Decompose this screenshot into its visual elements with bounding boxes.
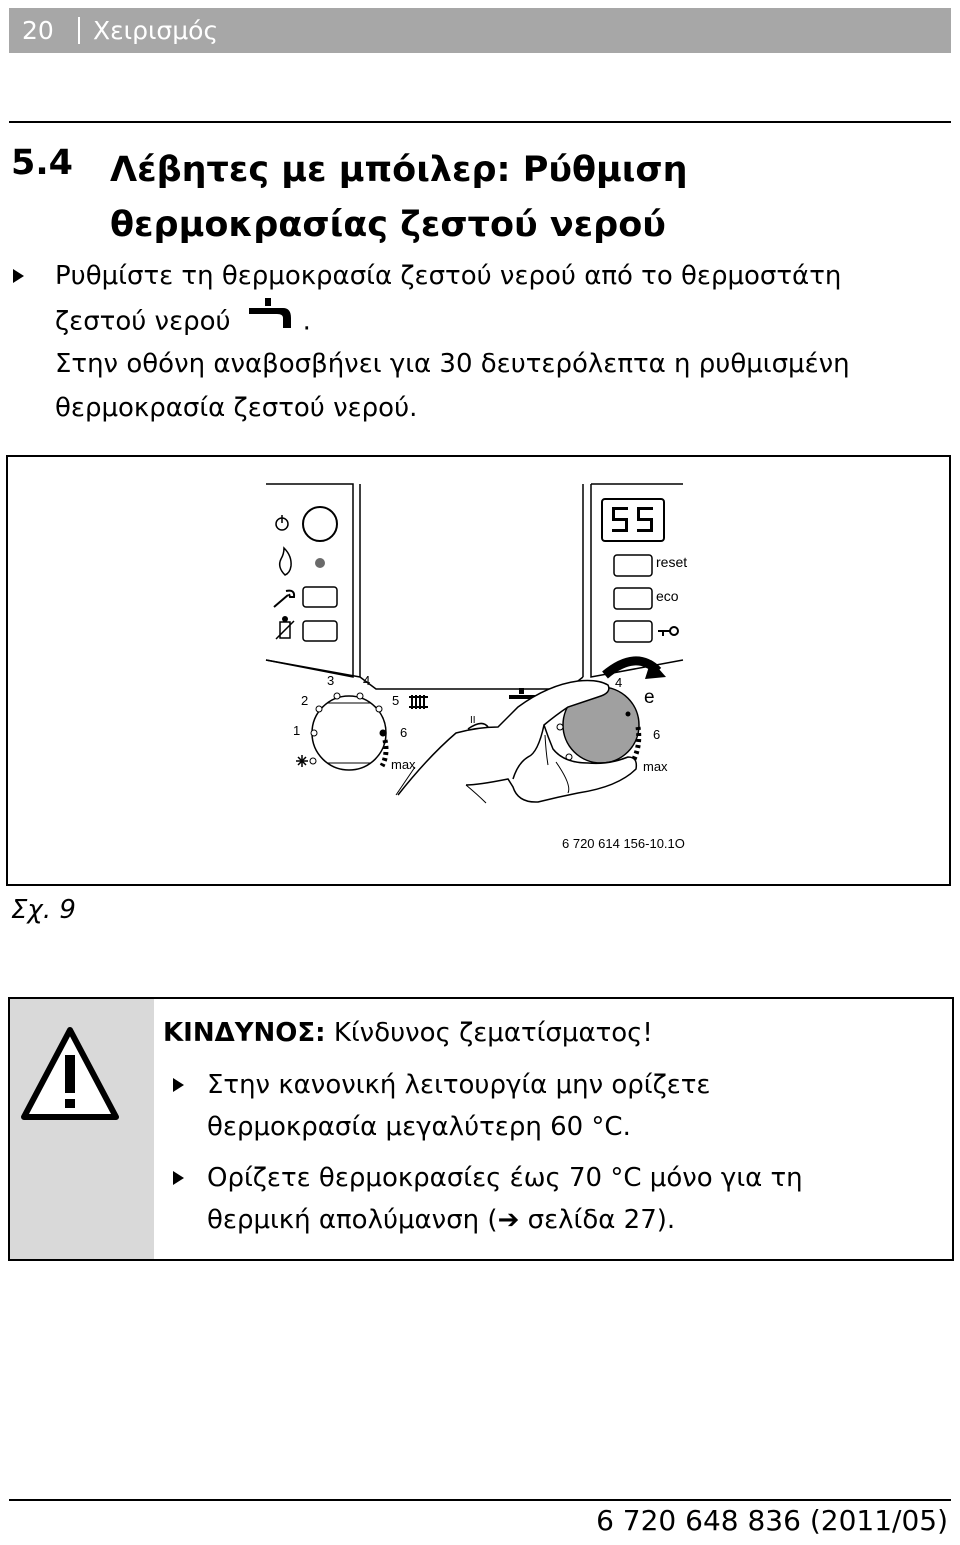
instruction-line-2-prefix: ζεστού νερού xyxy=(55,306,231,337)
warning-item-2-line-2: θερμική απολύμανση (➔ σελίδα 27). xyxy=(207,1205,676,1235)
hotwater-tick-e: e xyxy=(644,687,655,708)
warning-item-1-line-1: Στην κανονική λειτουργία μην ορίζετε xyxy=(207,1070,711,1100)
service-button xyxy=(303,587,337,607)
page-header xyxy=(9,8,951,53)
burner-indicator-led xyxy=(315,558,325,568)
warning-text: Κίνδυνος ζεματίσματος! xyxy=(333,1018,653,1048)
heating-knob xyxy=(312,696,386,770)
symbol-ii: II xyxy=(470,715,476,726)
warning-heading xyxy=(163,1013,653,1053)
footer-rule xyxy=(9,1499,951,1501)
heading-title: Λέβητες με μπόιλερ: Ρύθμιση θερμοκρασίας ζεστού νερού xyxy=(110,150,688,245)
figure-code: 6 720 614 156-10.1O xyxy=(562,836,685,851)
frost-icon xyxy=(296,755,308,767)
header-separator xyxy=(78,17,80,44)
section-title: Χειρισμός xyxy=(93,16,219,45)
bullet-triangle-icon xyxy=(173,1171,184,1185)
warning-item-1-line-2: θερμοκρασία μεγαλύτερη 60 °C. xyxy=(207,1112,631,1142)
warning-triangle-icon xyxy=(20,1025,120,1129)
instruction-line-3: Στην οθόνη αναβοσβήνει για 30 δευτερόλεπτα η ρυθμισμένη xyxy=(55,349,850,379)
instruction-line-2 xyxy=(55,298,311,346)
wrench-icon xyxy=(274,591,294,607)
power-button xyxy=(303,507,337,541)
radiator-icon xyxy=(409,695,428,709)
hotwater-tick-6: 6 xyxy=(653,727,661,742)
key-lock-button xyxy=(614,621,652,642)
warning-sidebar xyxy=(10,999,154,1259)
heating-tick-max: max xyxy=(391,757,416,772)
heating-tick-3: 3 xyxy=(327,673,335,688)
panel-left-frame xyxy=(266,484,353,677)
document-code: 6 720 648 836 (2011/05) xyxy=(596,1504,948,1537)
display-value xyxy=(602,499,664,541)
bullet-triangle-icon xyxy=(13,269,24,283)
warning-item-2-line-1: Ορίζετε θερμοκρασίες έως 70 °C μόνο για τη xyxy=(207,1163,803,1193)
heating-tick-5: 5 xyxy=(392,693,400,708)
instruction-line-1: Ρυθμίστε τη θερμοκρασία ζεστού νερού από το θερμοστάτη xyxy=(55,261,842,291)
heating-tick-1: 1 xyxy=(293,723,301,738)
heating-tick-2: 2 xyxy=(301,693,309,708)
reset-label: reset xyxy=(656,554,688,570)
hot-water-tap-icon xyxy=(249,298,293,346)
power-icon xyxy=(276,515,288,530)
flame-icon xyxy=(280,548,291,575)
instruction-line-2-suffix: . xyxy=(302,306,311,337)
key-icon xyxy=(658,627,678,636)
figure-control-panel xyxy=(6,455,951,886)
top-rule xyxy=(9,121,951,123)
eco-button xyxy=(614,588,652,609)
reset-button xyxy=(614,555,652,576)
heating-tick-4: 4 xyxy=(363,673,371,688)
instruction-line-4: θερμοκρασία ζεστού νερού. xyxy=(55,393,418,423)
chimney-sweep-button xyxy=(303,621,337,641)
heating-tick-6: 6 xyxy=(400,725,408,740)
warning-box xyxy=(8,997,954,1261)
warning-label: ΚΙΝΔΥΝΟΣ: xyxy=(163,1018,326,1048)
hotwater-tick-max: max xyxy=(643,759,668,774)
control-panel-drawing xyxy=(8,457,949,884)
bullet-triangle-icon xyxy=(173,1078,184,1092)
page-number: 20 xyxy=(22,16,54,45)
chimney-sweep-icon xyxy=(276,616,294,639)
figure-caption: Σχ. 9 xyxy=(11,895,76,925)
hotwater-tick-4: 4 xyxy=(615,675,623,690)
heading-number: 5.4 xyxy=(11,143,74,183)
eco-label: eco xyxy=(656,588,679,604)
